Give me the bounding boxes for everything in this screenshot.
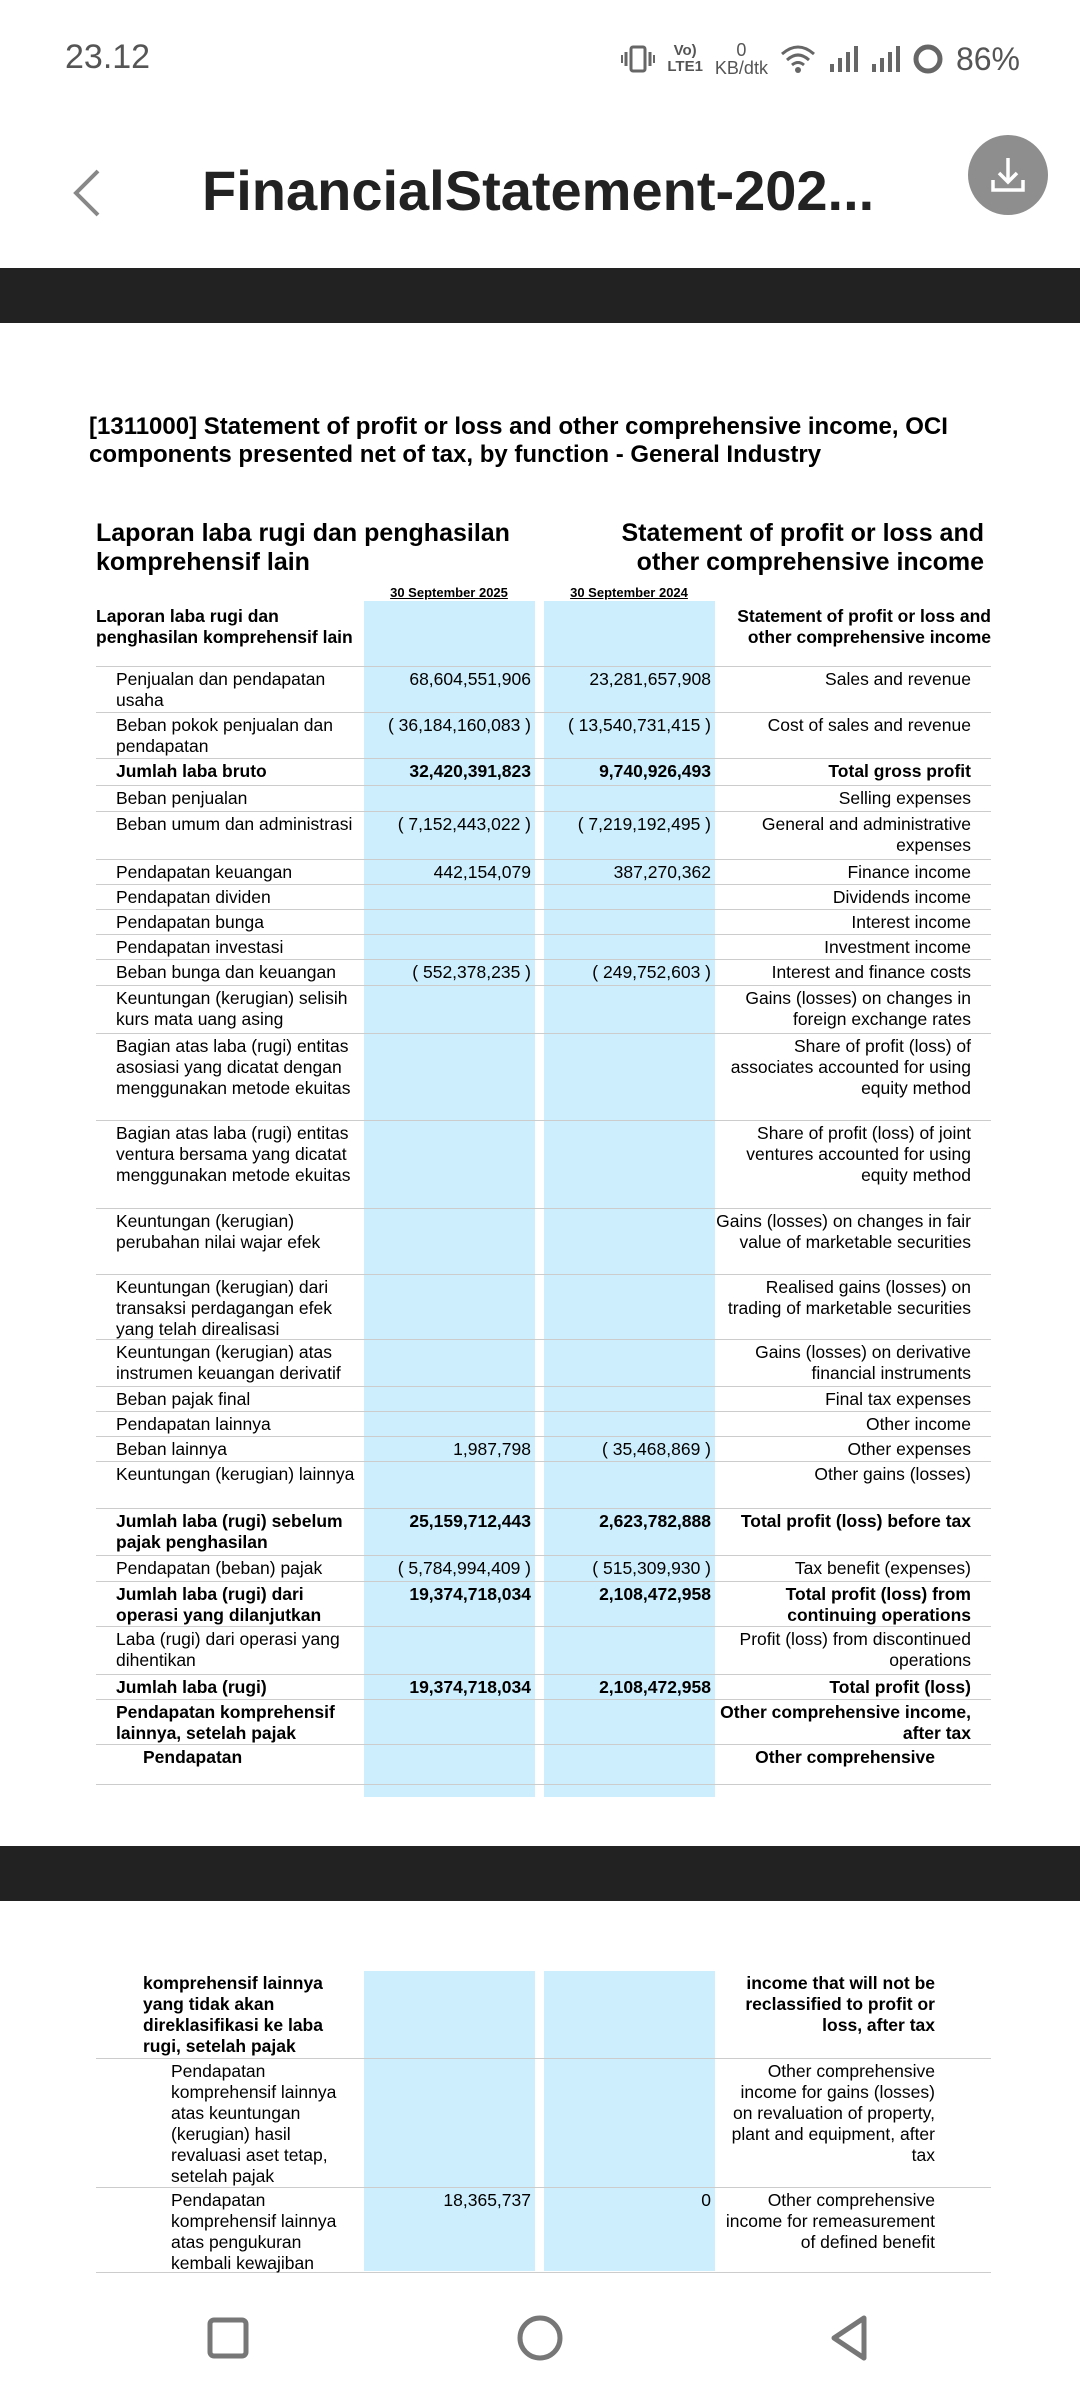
table-row bbox=[96, 1675, 991, 1700]
row-label-en: Total profit (loss) before tax bbox=[740, 1511, 971, 1531]
row-label-id: Pendapatan investasi bbox=[116, 937, 284, 957]
value-2024: 23,281,657,908 bbox=[589, 669, 711, 689]
table-row bbox=[96, 1437, 991, 1462]
value-2025: 25,159,712,443 bbox=[409, 1511, 531, 1531]
volte-lte-icon: Vo) LTE1 bbox=[667, 42, 703, 75]
value-2025: 18,365,737 bbox=[443, 2190, 531, 2210]
pdf-page-1[interactable] bbox=[0, 323, 1080, 1846]
row-label-id: Beban lainnya bbox=[116, 1439, 227, 1459]
row-label-id: Beban pokok penjualan dan pendapatan bbox=[116, 715, 333, 756]
row-label-id: Beban umum dan administrasi bbox=[116, 814, 353, 834]
row-label-id: Penjualan dan pendapatan usaha bbox=[116, 669, 326, 710]
table-row bbox=[96, 1462, 991, 1509]
value-2024: ( 13,540,731,415 ) bbox=[567, 715, 711, 735]
column-header-2024: 30 September 2024 bbox=[570, 585, 688, 600]
row-label-id: Keuntungan (kerugian) dari transaksi perdagangan efek yang telah direalisasi bbox=[116, 1277, 332, 1339]
row-label-id: Bagian atas laba (rugi) entitas asosiasi yang dicatat dengan menggunakan metode ekuitas bbox=[116, 1036, 351, 1098]
status-time: 23.12 bbox=[65, 38, 151, 76]
value-2024: ( 35,468,869 ) bbox=[602, 1439, 711, 1459]
table-row bbox=[96, 935, 991, 960]
row-label-id: Beban pajak final bbox=[116, 1389, 251, 1409]
back-nav-button[interactable] bbox=[820, 2308, 880, 2368]
column-header-2025: 30 September 2025 bbox=[390, 585, 508, 600]
row-label-en: Total gross profit bbox=[828, 761, 971, 781]
status-icons bbox=[621, 34, 1020, 84]
signal-icon-2 bbox=[870, 44, 900, 74]
row-label-en: Interest income bbox=[851, 912, 971, 932]
value-2024: 2,108,472,958 bbox=[599, 1584, 711, 1604]
row-label-en: Gains (losses) on derivative financial instruments bbox=[755, 1342, 971, 1383]
row-label-id: Pendapatan bbox=[143, 1747, 243, 1767]
app-bar bbox=[0, 118, 1080, 268]
row-label-en: Other comprehensive income for remeasurement of defined benefit bbox=[725, 2190, 935, 2252]
table-row bbox=[96, 604, 991, 667]
value-2025: 68,604,551,906 bbox=[409, 669, 531, 689]
row-label-id: Jumlah laba bruto bbox=[116, 761, 267, 781]
row-label-en: Gains (losses) on changes in fair value of marketable securities bbox=[716, 1211, 971, 1252]
row-label-en: Profit (loss) from discontinued operations bbox=[739, 1629, 971, 1670]
row-label-en: Investment income bbox=[824, 937, 971, 957]
table-row bbox=[96, 960, 991, 986]
download-button[interactable] bbox=[968, 135, 1048, 215]
home-button[interactable] bbox=[510, 2308, 570, 2368]
table-row bbox=[96, 1275, 991, 1340]
table-row bbox=[96, 1034, 991, 1121]
table-row bbox=[96, 2059, 991, 2188]
table-row bbox=[96, 667, 991, 713]
table-row bbox=[96, 786, 991, 812]
table-row bbox=[96, 759, 991, 786]
row-label-en: Other gains (losses) bbox=[814, 1464, 971, 1484]
row-label-en: Tax benefit (expenses) bbox=[794, 1558, 971, 1578]
row-label-id: Jumlah laba (rugi) sebelum pajak penghasilan bbox=[116, 1511, 343, 1552]
table-row bbox=[96, 1582, 991, 1627]
value-2025: 19,374,718,034 bbox=[409, 1584, 531, 1604]
navigation-bar bbox=[0, 2290, 1080, 2388]
table-row bbox=[96, 1209, 991, 1275]
row-label-id: Pendapatan (beban) pajak bbox=[116, 1558, 323, 1578]
table-row bbox=[96, 1340, 991, 1387]
pdf-page-2[interactable] bbox=[0, 1901, 1080, 2290]
row-label-en: General and administrative expenses bbox=[761, 814, 971, 855]
page-separator bbox=[0, 268, 1080, 323]
table-row bbox=[96, 1700, 991, 1745]
status-bar bbox=[0, 0, 1080, 118]
battery-level: 86% bbox=[955, 40, 1020, 77]
back-button[interactable] bbox=[52, 148, 122, 238]
table-row bbox=[96, 812, 991, 860]
signal-icon-1 bbox=[828, 44, 858, 74]
value-2025: 32,420,391,823 bbox=[409, 761, 531, 781]
row-label-id: Laba (rugi) dari operasi yang dihentikan bbox=[116, 1629, 340, 1670]
table-row bbox=[96, 860, 991, 885]
value-2025: 442,154,079 bbox=[433, 862, 531, 882]
section-title: [1311000] Statement of profit or loss and other comprehensive income, OCI components presented net of tax, by function - General Industry bbox=[89, 413, 948, 468]
value-2025: ( 552,378,235 ) bbox=[412, 962, 531, 982]
table-row bbox=[96, 1971, 991, 2059]
value-2025: 1,987,798 bbox=[453, 1439, 531, 1459]
row-label-en: Statement of profit or loss and other comprehensive income bbox=[737, 606, 991, 647]
table-row bbox=[96, 713, 991, 759]
battery-icon bbox=[912, 43, 944, 75]
row-label-en: Share of profit (loss) of associates accounted for using equity method bbox=[730, 1036, 971, 1098]
row-label-id: Bagian atas laba (rugi) entitas ventura bersama yang dicatat menggunakan metode ekuitas bbox=[116, 1123, 351, 1185]
row-label-en: Sales and revenue bbox=[825, 669, 971, 689]
value-2024: ( 249,752,603 ) bbox=[592, 962, 711, 982]
row-label-id: Beban penjualan bbox=[116, 788, 248, 808]
value-2024: 9,740,926,493 bbox=[599, 761, 711, 781]
heading-indonesian: Laporan laba rugi dan penghasilan komprehensif lain bbox=[96, 519, 510, 576]
row-label-id: Pendapatan bunga bbox=[116, 912, 264, 932]
value-2025: ( 7,152,443,022 ) bbox=[397, 814, 531, 834]
vibrate-icon bbox=[621, 44, 655, 74]
row-label-en: Other comprehensive bbox=[755, 1747, 935, 1767]
row-label-en: Gains (losses) on changes in foreign exchange rates bbox=[745, 988, 971, 1029]
table-row bbox=[96, 1745, 991, 1785]
table-row bbox=[96, 1387, 991, 1412]
row-label-id: komprehensif lainnya yang tidak akan direklasifikasi ke laba rugi, setelah pajak bbox=[143, 1973, 323, 2056]
table-row bbox=[96, 1121, 991, 1209]
document-title: FinancialStatement-202... bbox=[202, 159, 875, 222]
row-label-id: Pendapatan komprehensif lainnya, setelah pajak bbox=[116, 1702, 335, 1743]
row-label-en: Realised gains (losses) on trading of marketable securities bbox=[727, 1277, 971, 1318]
table-row bbox=[96, 885, 991, 910]
row-label-id: Jumlah laba (rugi) dari operasi yang dilanjutkan bbox=[116, 1584, 322, 1625]
row-label-en: Other comprehensive income for gains (losses) on revaluation of property, plant and equipment, after tax bbox=[731, 2061, 935, 2165]
row-label-en: Selling expenses bbox=[838, 788, 971, 808]
row-label-id: Jumlah laba (rugi) bbox=[116, 1677, 267, 1697]
value-2025: ( 5,784,994,409 ) bbox=[397, 1558, 531, 1578]
row-label-en: Share of profit (loss) of joint ventures accounted for using equity method bbox=[746, 1123, 971, 1185]
row-label-id: Laporan laba rugi dan penghasilan komprehensif lain bbox=[96, 606, 353, 647]
table-row bbox=[96, 1627, 991, 1675]
row-label-id: Pendapatan komprehensif lainnya atas keuntungan (kerugian) hasil revaluasi aset tetap, setelah pajak bbox=[171, 2061, 337, 2186]
row-label-id: Pendapatan komprehensif lainnya atas pengukuran kembali kewajiban bbox=[171, 2190, 337, 2273]
row-label-en: Total profit (loss) bbox=[829, 1677, 971, 1697]
table-row bbox=[96, 2188, 991, 2273]
row-label-id: Beban bunga dan keuangan bbox=[116, 962, 336, 982]
row-label-en: Other expenses bbox=[847, 1439, 971, 1459]
row-label-id: Keuntungan (kerugian) perubahan nilai wajar efek bbox=[116, 1211, 321, 1252]
row-label-id: Keuntungan (kerugian) lainnya bbox=[116, 1464, 355, 1484]
download-icon bbox=[985, 152, 1031, 198]
value-2025: 19,374,718,034 bbox=[409, 1677, 531, 1697]
value-2024: 0 bbox=[701, 2190, 711, 2210]
value-2025: ( 36,184,160,083 ) bbox=[387, 715, 531, 735]
value-2024: 387,270,362 bbox=[613, 862, 711, 882]
row-label-en: Total profit (loss) from continuing operations bbox=[785, 1584, 971, 1625]
value-2024: 2,108,472,958 bbox=[599, 1677, 711, 1697]
net-speed: 0 KB/dtk bbox=[714, 40, 768, 78]
row-label-en: Final tax expenses bbox=[825, 1389, 971, 1409]
row-label-id: Keuntungan (kerugian) selisih kurs mata uang asing bbox=[116, 988, 348, 1029]
table-row bbox=[96, 986, 991, 1034]
chevron-left-icon bbox=[72, 167, 102, 219]
wifi-icon bbox=[780, 44, 816, 74]
row-label-id: Pendapatan dividen bbox=[116, 887, 271, 907]
row-label-id: Keuntungan (kerugian) atas instrumen keuangan derivatif bbox=[116, 1342, 341, 1383]
table-row bbox=[96, 1412, 991, 1437]
row-label-id: Pendapatan lainnya bbox=[116, 1414, 271, 1434]
row-label-en: Cost of sales and revenue bbox=[767, 715, 971, 735]
row-label-en: Dividends income bbox=[832, 887, 971, 907]
recents-button[interactable] bbox=[198, 2308, 258, 2368]
table-row bbox=[96, 1556, 991, 1582]
row-label-en: Finance income bbox=[847, 862, 971, 882]
row-label-id: Pendapatan keuangan bbox=[116, 862, 293, 882]
value-2024: ( 515,309,930 ) bbox=[592, 1558, 711, 1578]
value-2024: 2,623,782,888 bbox=[599, 1511, 711, 1531]
row-label-en: Other comprehensive income, after tax bbox=[720, 1702, 971, 1743]
value-2024: ( 7,219,192,495 ) bbox=[577, 814, 711, 834]
table-row bbox=[96, 910, 991, 935]
page-separator bbox=[0, 1846, 1080, 1901]
row-label-en: Other income bbox=[865, 1414, 971, 1434]
heading-english: Statement of profit or loss and other comprehensive income bbox=[621, 519, 984, 576]
table-row bbox=[96, 1509, 991, 1556]
row-label-en: income that will not be reclassified to profit or loss, after tax bbox=[745, 1973, 935, 2035]
row-label-en: Interest and finance costs bbox=[771, 962, 971, 982]
